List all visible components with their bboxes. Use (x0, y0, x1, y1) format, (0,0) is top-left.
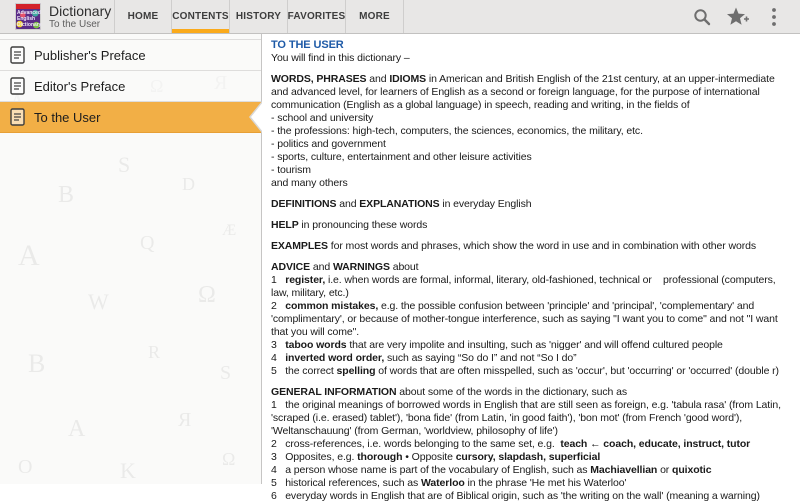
watermark-letter: Ω (222, 449, 236, 469)
tab-favorites[interactable]: FAVORITES (288, 0, 346, 33)
document-icon (10, 46, 25, 64)
watermark-letter: D (182, 174, 195, 194)
overflow-menu-button[interactable] (756, 0, 792, 33)
app-icon-text: Advanced English Dictionary (17, 10, 42, 28)
sidebar-item-to-the-user[interactable] (0, 102, 261, 133)
content-line: DEFINITIONS and EXPLANATIONS in everyday English (271, 198, 532, 210)
content-pane[interactable] (262, 34, 800, 502)
sidebar-list (0, 39, 261, 133)
tab-history[interactable]: HISTORY (230, 0, 288, 33)
tab-more[interactable]: MORE (346, 0, 404, 33)
sidebar-item-label: Editor's Preface (34, 78, 126, 94)
content-line: - school and university (271, 112, 374, 124)
search-icon (692, 7, 712, 27)
paragraph-gap (271, 378, 794, 386)
tab-contents[interactable]: CONTENTS (172, 0, 230, 33)
watermark-letter: B (58, 182, 75, 208)
app-icon-banner (16, 4, 40, 9)
content-line: You will find in this dictionary – (271, 52, 410, 64)
content-line: 3 taboo words that are very impolite and insulting, such as 'nigger' and will offend cultured people (271, 339, 723, 351)
sidebar-item-publisher-s-preface[interactable] (0, 40, 261, 71)
watermark-letter: Ω (198, 282, 216, 308)
content-line: - politics and government (271, 138, 386, 150)
paragraph-gap (271, 253, 794, 261)
app-icon (15, 3, 41, 30)
action-bar (0, 0, 800, 34)
watermark-letter: K (120, 458, 136, 483)
content-line: 6 everyday words in English that are of Biblical origin, such as 'the writing on the wall' (meaning a warning) (271, 490, 760, 502)
content-line: - the professions: high-tech, computers, the sciences, economics, the military, etc. (271, 125, 643, 137)
app-subtitle: To the User (49, 18, 101, 30)
app-title: Dictionary (49, 2, 112, 19)
watermark-letter: S (220, 362, 232, 384)
paragraph-gap (271, 232, 794, 240)
content-line: 2 common mistakes, e.g. the possible confusion between 'principle' and 'principal', 'complementary' and 'complimentary', or because of mother-tongue interference, such as saying "I want you to come" and not "I want that you will come". (271, 300, 781, 338)
watermark-letter: B (28, 349, 46, 378)
overflow-menu-icon (771, 7, 777, 27)
sidebar-item-editor-s-preface[interactable] (0, 71, 261, 102)
titles (49, 4, 111, 30)
content-line: - sports, culture, entertainment and other leisure activities (271, 151, 532, 163)
content-line: 4 inverted word order, such as saying “So do I” and not “So I do” (271, 352, 577, 364)
content-line: 5 the correct spelling of words that are often misspelled, such as 'occur', but 'occurring' or 'occurred' (double r) (271, 365, 779, 377)
document-icon (10, 77, 25, 95)
watermark-letter: A (18, 239, 40, 272)
content-line: and many others (271, 177, 348, 189)
search-button[interactable] (684, 0, 720, 33)
content-line: ADVICE and WARNINGS about (271, 261, 419, 273)
watermark-letter: Æ (222, 222, 237, 239)
paragraph-gap (271, 65, 794, 73)
watermark-letter: Q (140, 232, 155, 254)
sidebar-item-label: To the User (34, 109, 101, 125)
watermark-letter: S (118, 152, 131, 177)
action-buttons (684, 0, 800, 33)
app-body (0, 34, 800, 502)
content-line: 1 the original meanings of borrowed words in English that are still seen as foreign, e.g. 'tabula rasa' (from Latin, 'scraped (i.e. erased) tablet'), 'bona fide' (from Latin, 'in good faith'), 'bon mot' (from French 'good word'), 'Weltanschauung' (from German, 'worldview, philosophy of life') (271, 399, 784, 437)
page-title: TO THE USER (271, 39, 344, 51)
app-home-affordance[interactable] (0, 0, 114, 33)
selected-handle[interactable] (251, 102, 263, 132)
watermark-letter: A (68, 416, 86, 442)
sidebar (0, 34, 262, 484)
content-line: 3 Opposites, e.g. thorough • Opposite cursory, slapdash, superficial (271, 451, 601, 463)
content-line: EXAMPLES for most words and phrases, which show the word in use and in combination with other words (271, 240, 757, 252)
add-favorite-icon (726, 6, 750, 28)
content-line: 1 register, i.e. when words are formal, informal, literary, old-fashioned, technical or professional (computers, law, military, etc.) (271, 274, 779, 299)
content-line: 5 historical references, such as Waterloo in the phrase 'He met his Waterloo' (271, 477, 627, 489)
add-favorite-button[interactable] (720, 0, 756, 33)
sidebar-item-label: Publisher's Preface (34, 47, 146, 63)
content-line: HELP in pronouncing these words (271, 219, 428, 231)
paragraph-gap (271, 190, 794, 198)
watermark-letter: W (88, 289, 109, 314)
content-line: WORDS, PHRASES and IDIOMS in American and British English of the 21st century, at an upper-intermediate and advanced level, for learners of English as a second or foreign language, for the purpose of international communication (English as a global language) in speech, reading and writing, in the fields of (271, 73, 778, 111)
content-line: GENERAL INFORMATION about some of the words in the dictionary, such as (271, 386, 627, 398)
watermark-letter: Я (178, 409, 192, 431)
content-line: 4 a person whose name is part of the vocabulary of English, such as Machiavellian or quixotic (271, 464, 712, 476)
tab-home[interactable]: HOME (114, 0, 172, 33)
content-line: - tourism (271, 164, 311, 176)
paragraph-gap (271, 211, 794, 219)
content-line: 2 cross-references, i.e. words belonging to the same set, e.g. teach ← coach, educate, instruct, tutor (271, 438, 751, 450)
tab-bar (114, 0, 404, 33)
watermark-letter: O (18, 456, 33, 478)
document-icon (10, 108, 25, 126)
watermark-letter: R (148, 342, 161, 362)
